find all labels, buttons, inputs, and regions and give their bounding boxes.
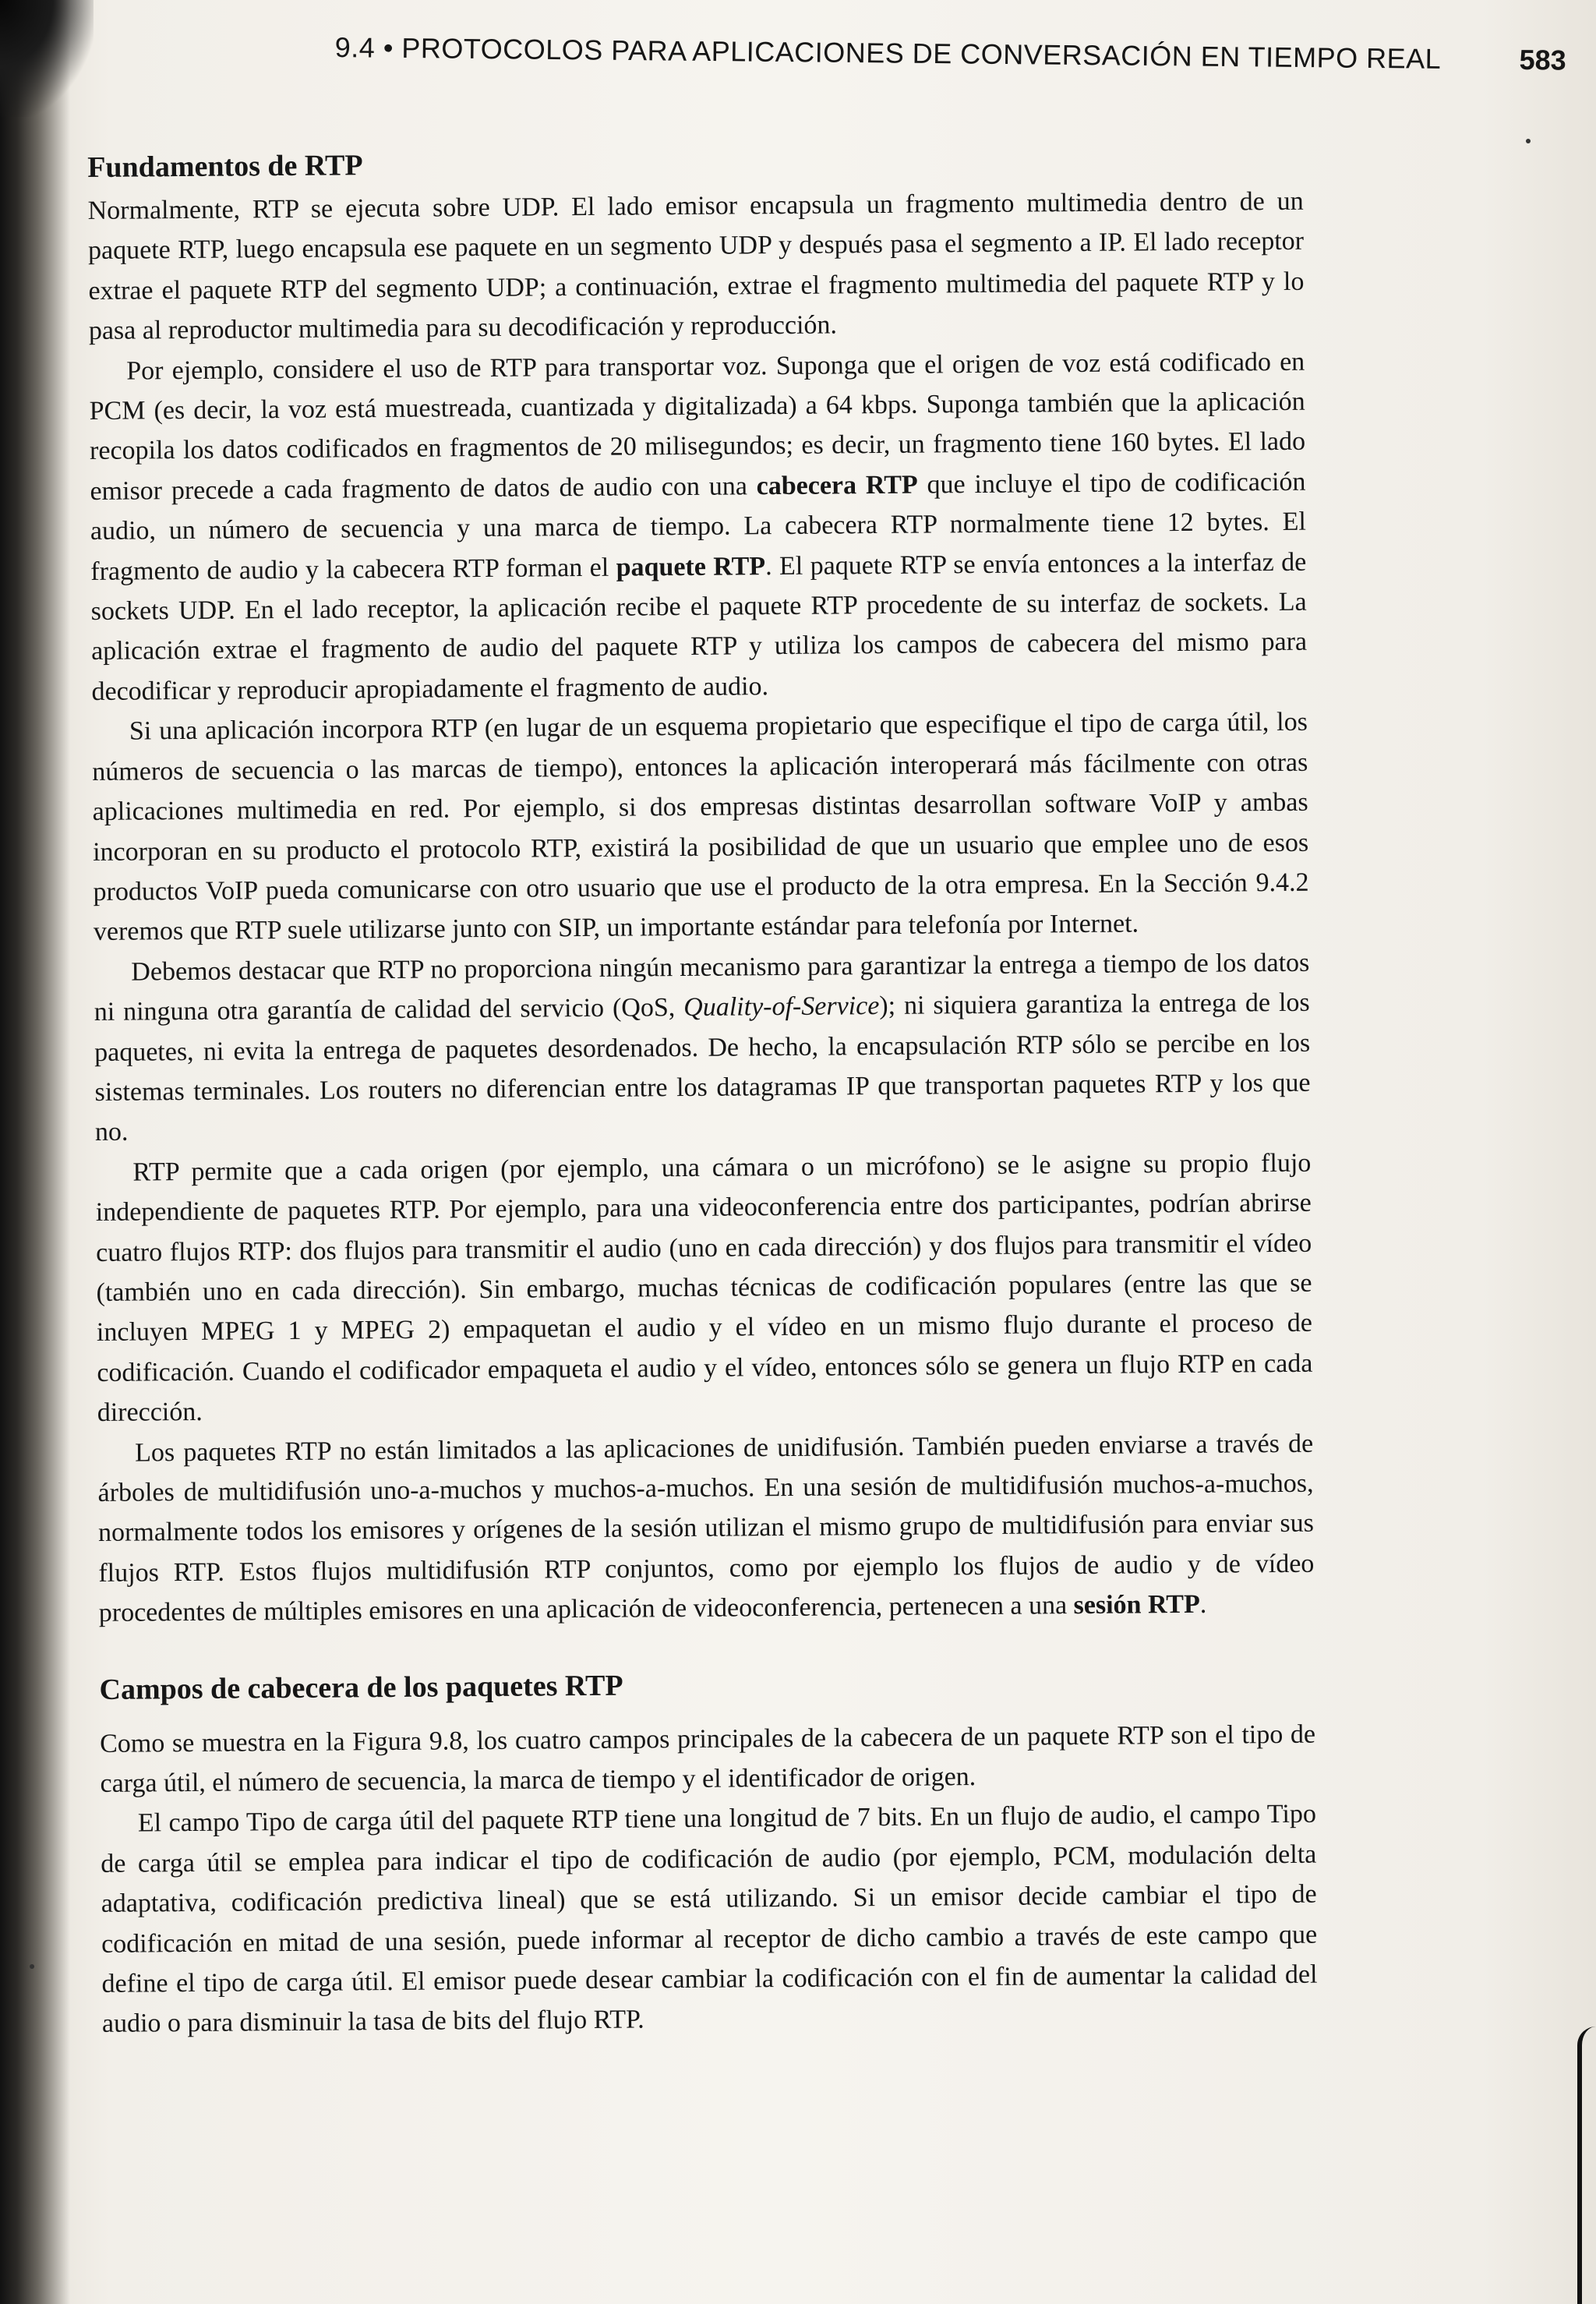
paragraph (94, 942, 1311, 1152)
book-spine-shadow (0, 0, 70, 2304)
section-heading-fundamentos: Fundamentos de RTP (87, 149, 363, 184)
page-body (87, 135, 1318, 2044)
paragraph (89, 341, 1308, 712)
paragraph: Normalmente, RTP se ejecuta sobre UDP. El lado emisor encapsula un fragmento multimedia dentro de un paquete RTP, luego encapsula ese paquete en un segmento UDP y después pasa el segmento a IP. El lado receptor extrae el paquete RTP del segmento UDP; a continuación, extrae el fragmento multimedia del paquete RTP y lo pasa al reproductor multimedia para su decodificación y reproducción. (87, 186, 1305, 346)
term-cabecera-rtp: cabecera RTP (756, 470, 918, 501)
running-head-title: 9.4 • PROTOCOLOS PARA APLICACIONES DE CONVERSACIÓN EN TIEMPO REAL (334, 31, 1442, 75)
paragraph: El campo Tipo de carga útil del paquete RTP tiene una longitud de 7 bits. En un flujo de audio, el campo Tipo de carga útil se emplea para indicar el tipo de codificación de audio (por ejemplo, PCM, modulación delta adaptativa, codificación predictiva lineal) que se está utilizando. Si un emisor decide cambiar el tipo de codificación en mitad de una sesión, puede informar al receptor de dicho cambio a través de este campo que define el tipo de carga útil. El emisor puede desear cambiar la codificación con el fin de aumentar la calidad del audio o para disminuir la tasa de bits del flujo RTP. (101, 1800, 1318, 2039)
page-edge (1577, 2027, 1596, 2304)
text-run: Los paquetes RTP no están limitados a las aplicaciones de unidifusión. También pueden enviarse a través de árboles de multidifusión uno-a-muchos y muchos-a-muchos. En una sesión de multidifusión muchos-a-muchos, normalmente todos los emisores y orígenes de la sesión utilizan el mismo grupo de multidifusión para enviar sus flujos RTP. Estos flujos multidifusión RTP conjuntos, como por ejemplo los flujos de audio y de vídeo procedentes de múltiples emisores en una aplicación de videoconferencia, pertenecen a una (97, 1429, 1315, 1628)
text-run: Por ejemplo, considere el uso de RTP para transportar voz. Suponga que el origen de voz está codificado en PCM (es decir, la voz está muestreada, cuantizada y digitalizada) a 64 kbps. Suponga también que la aplicación recopila los datos codificados en fragmentos de 20 milisegundos; es decir, un fragmento tiene 160 bytes. El lado emisor precede a cada fragmento de datos de audio con una (89, 347, 1306, 506)
page-number: 583 (1519, 43, 1566, 76)
term-paquete-rtp: paquete RTP (616, 551, 766, 582)
corner-shadow (0, 0, 94, 117)
text-run: que incluye el tipo de codificación audio, un número de secuencia y una marca de tiempo. La cabecera RTP normalmente tiene 12 bytes. El fragmento de audio y la cabecera RTP forman el (90, 467, 1306, 586)
paragraph: RTP permite que a cada origen (por ejemplo, una cámara o un micrófono) se le asigne su propio flujo independiente de paquetes RTP. Por ejemplo, para una videoconferencia entre dos participantes, podrían abrirse cuatro flujos RTP: dos flujos para transmitir el audio (uno en cada dirección) y dos flujos para transmitir el vídeo (también uno en cada dirección). Sin embargo, muchas técnicas de codificación populares (entre las que se incluyen MPEG 1 y MPEG 2) empaquetan el audio y el vídeo en un mismo flujo durante el proceso de codificación. Cuando el codificador empaqueta el audio y el vídeo, entonces sólo se genera un flujo RTP en cada dirección. (95, 1148, 1313, 1428)
paragraph: Si una aplicación incorpora RTP (en lugar de un esquema propietario que especifique el tipo de carga útil, los números de secuencia o las marcas de tiempo), entonces la aplicación interoperará más fácilmente con otras aplicaciones multimedia en red. Por ejemplo, si dos empresas distintas desarrollan software VoIP y ambas incorporan en su producto el protocolo RTP, existirá la posibilidad de que un usuario que emplee uno de esos productos VoIP pueda comunicarse con otro usuario que use el producto de la otra empresa. En la Sección 9.4.2 veremos que RTP suele utilizarse junto con SIP, un importante estándar para telefonía por Internet. (92, 708, 1309, 947)
section-heading-campos: Campos de cabecera de los paquetes RTP (99, 1669, 623, 1706)
term-sesion-rtp: sesión RTP (1073, 1590, 1200, 1620)
running-head (334, 31, 1566, 91)
text-run: . (1199, 1589, 1207, 1620)
speck (30, 1964, 34, 1969)
term-quality-of-service: Quality-of-Service (683, 991, 880, 1023)
paragraph: Como se muestra en la Figura 9.8, los cuatro campos principales de la cabecera de un paquete RTP son el tipo de carga útil, el número de secuencia, la marca de tiempo y el identificador de origen. (99, 1719, 1316, 1798)
text-run: ); ni siquiera garantiza la entrega de los paquetes, ni evita la entrega de paquetes desordenados. De hecho, la encapsulación RTP sólo se percibe en los sistemas terminales. Los routers no diferencian entre los datagramas IP que transportan paquetes RTP y los que no. (94, 988, 1311, 1147)
text-run: . El paquete RTP se envía entonces a la interfaz de sockets UDP. En el lado receptor, la aplicación recibe el paquete RTP procedente de su interfaz de sockets. La aplicación extrae el fragmento de audio del paquete RTP y utiliza los campos de cabecera del mismo para decodificar y reproducir apropiadamente el fragmento de audio. (90, 547, 1308, 706)
paragraph (97, 1423, 1315, 1633)
text-run: Debemos destacar que RTP no proporciona ningún mecanismo para garantizar la entrega a tiempo de los datos ni ninguna otra garantía de calidad del servicio (QoS, (94, 948, 1310, 1027)
speck (1526, 139, 1531, 143)
